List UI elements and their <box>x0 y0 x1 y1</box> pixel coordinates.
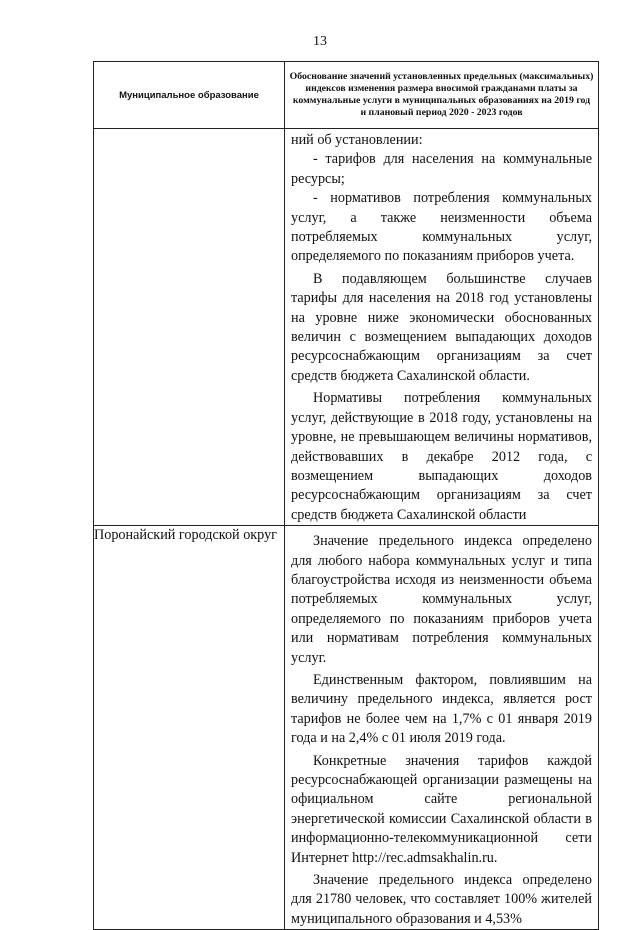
paragraph: Единственным фактором, повлиявшим на величину предельного индекса, является рост тарифов не более чем на 1,7% с 01 января 2019 года и на 2,4% с 01 июля 2019 года. <box>291 671 592 747</box>
paragraph: В подавляющем большинстве случаев тарифы для населения на 2018 год установлены на уровне ниже экономически обоснованных величин с возмещением выпадающих доходов ресурсоснабжающим организациям за счет средств бюджета Сахалинской области. <box>291 270 592 384</box>
paragraph: Значение предельного индекса определено для 21780 человек, что составляет 100% жителей муниципального образования и 4,53% <box>291 872 592 927</box>
paragraph: Значение предельного индекса определено для любого набора коммунальных услуг и типа благоустройства исходя из неизменности объема потребляемых коммунальных услуг, определяемого по показаниям приборов учета или нормативам потребления коммунальных услуг. <box>291 533 592 666</box>
table-row <box>94 129 599 526</box>
municipality-cell: Поронайский городской округ <box>94 526 285 930</box>
paragraph: ний об установлении: <box>291 132 423 148</box>
paragraph: Конкретные значения тарифов каждой ресурсоснабжающей организации размещены на официальном сайте региональной энергетической комиссии Сахалинской области в информационно-телекоммуникационной сети Интернет http://rec.admsakhalin.ru. <box>291 752 592 866</box>
paragraph: - нормативов потребления коммунальных услуг, а также неизменности объема потребляемых коммунальных услуг, определяемого по показаниям приборов учета. <box>291 190 592 265</box>
paragraph: Нормативы потребления коммунальных услуг, действующие в 2018 году, установлены на уровне, не превышающем величины нормативов, действовавших в декабре 2012 года, с возмещением выпадающих доходов ресурсоснабжающим организациям за счет средств бюджета Сахалинской области <box>291 390 592 523</box>
page-number: 13 <box>313 34 327 49</box>
table-header-row <box>94 62 599 129</box>
justification-table <box>93 61 599 930</box>
table-row <box>94 526 599 930</box>
municipality-cell <box>94 129 285 526</box>
justification-cell <box>285 129 599 526</box>
header-municipality: Муниципальное образование <box>94 62 285 129</box>
header-justification: Обоснование значений установленных предельных (максимальных) индексов изменения размера вносимой гражданами платы за коммунальные услуги в муниципальных образованиях на 2019 год и плановый период 2020 - 2023 годов <box>285 62 599 129</box>
justification-cell <box>285 526 599 930</box>
paragraph: - тарифов для населения на коммунальные ресурсы; <box>291 151 592 187</box>
